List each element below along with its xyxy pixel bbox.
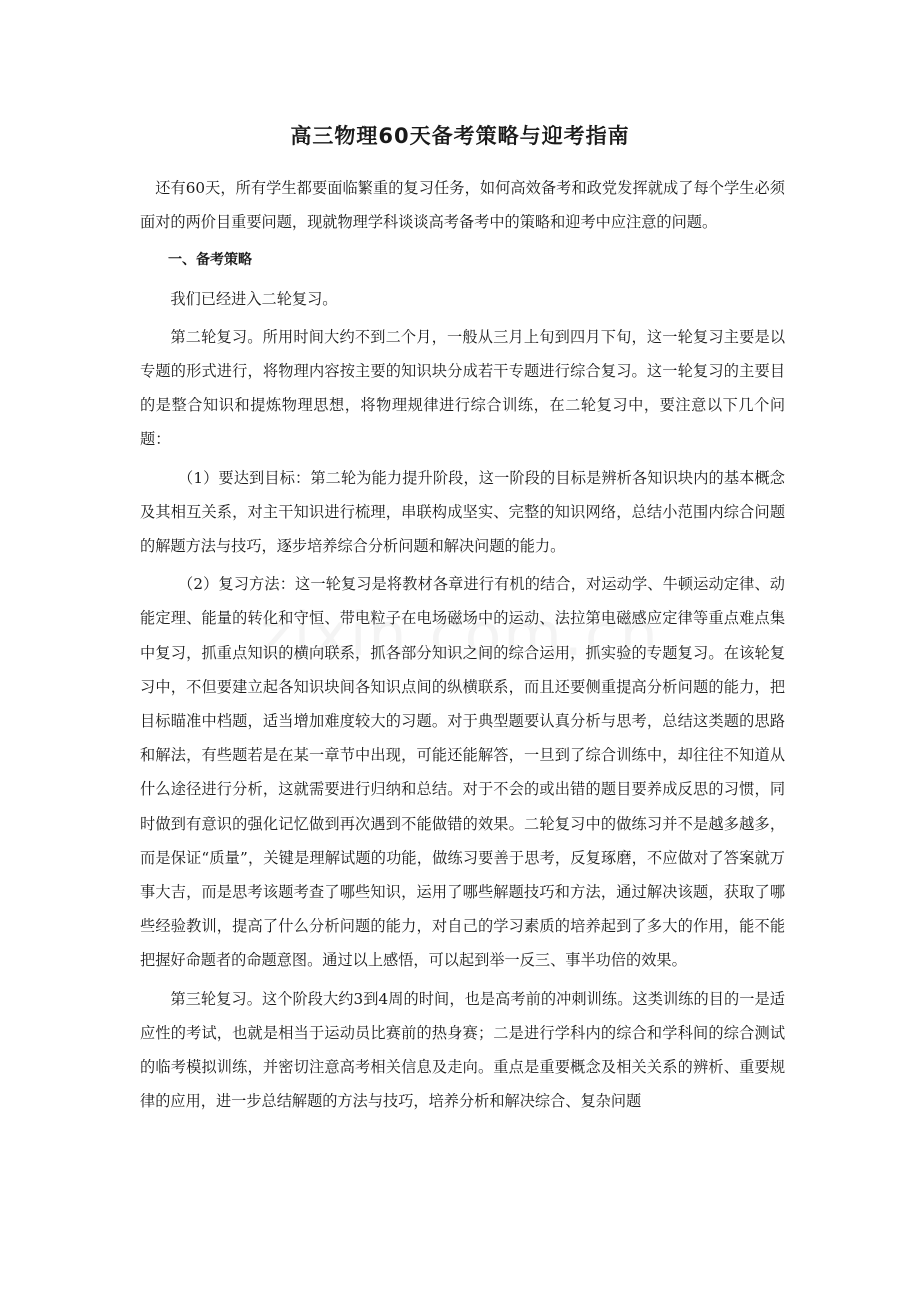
paragraph-item1: （1）要达到目标：第二轮为能力提升阶段，这一阶段的目标是辨析各知识块内的基本概念及其相互关系，对主干知识进行梳理，串联构成坚实、完整的知识网络，总结小范围内综合问题的解题方法与技巧，逐步培养综合分析问题和解决问题的能力。 xyxy=(140,468,785,556)
paragraph-item2: （2）复习方法：这一轮复习是将教材各章进行有机的结合，对运动学、牛顿运动定律、动能定理、能量的转化和守恒、带电粒子在电场磁场中的运动、法拉第电磁感应定律等重点难点集中复习，抓重点知识的横向联系，抓各部分知识之间的综合运用，抓实验的专题复习。在该轮复习中，不但要建立起各知识块间各知识点间的纵横联系，而且还要侧重提高分析问题的能力，把目标瞄准中档题，适当增加难度较大的习题。对于典型题要认真分析与思考，总结这类题的思路和解法，有些题若是在某一章节中出现，可能还能解答，一旦到了综合训练中，却往往不知道从什么途径进行分析，这就需要进行归纳和总结。对于不会的或出错的题目要养成反思的习惯，同时做到有意识的强化记忆做到再次遇到不能做错的效果。二轮复习中的做练习并不是越多越多，而是保证“质量”，关键是理解试题的功能，做练习要善于思考，反复琢磨，不应做对了答案就万事大吉，而是思考该题考查了哪些知识，运用了哪些解题技巧和方法，通过解决该题，获取了哪些经验教训，提高了什么分析问题的能力，对自己的学习素质的培养起到了多大的作用，能不能把握好命题者的命题意图。通过以上感悟，可以起到举一反三、事半功倍的效果。 xyxy=(140,575,785,970)
document-title: 高三物理60天备考策略与迎考指南 xyxy=(290,124,630,148)
section-heading: 一、备考策略 xyxy=(168,252,252,269)
paragraph-round2: 第二轮复习。所用时间大约不到二个月，一般从三月上旬到四月下旬，这一轮复习主要是以专题的形式进行，将物理内容按主要的知识块分成若干专题进行综合复习。这一轮复习的主要目的是整合知识和提炼物理思想，将物理规律进行综合训练，在二轮复习中，要注意以下几个问题： xyxy=(140,327,785,449)
paragraph-entered: 我们已经进入二轮复习。 xyxy=(170,289,338,308)
intro-paragraph: 还有60天，所有学生都要面临繁重的复习任务，如何高效备考和政党发挥就成了每个学生必须面对的两价目重要问题，现就物理学科谈谈高考备考中的策略和迎考中应注意的问题。 xyxy=(140,179,785,232)
document-body xyxy=(140,171,785,1118)
paragraph-round3: 第三轮复习。这个阶段大约3到4周的时间，也是高考前的冲刺训练。这类训练的目的一是适应性的考试，也就是相当于运动员比赛前的热身赛；二是进行学科内的综合和学科间的综合测试的临考模拟训练，并密切注意高考相关信息及走向。重点是重要概念及相关关系的辨析、重要规律的应用，进一步总结解题的方法与技巧，培养分析和解决综合、复杂问题 xyxy=(140,989,785,1111)
